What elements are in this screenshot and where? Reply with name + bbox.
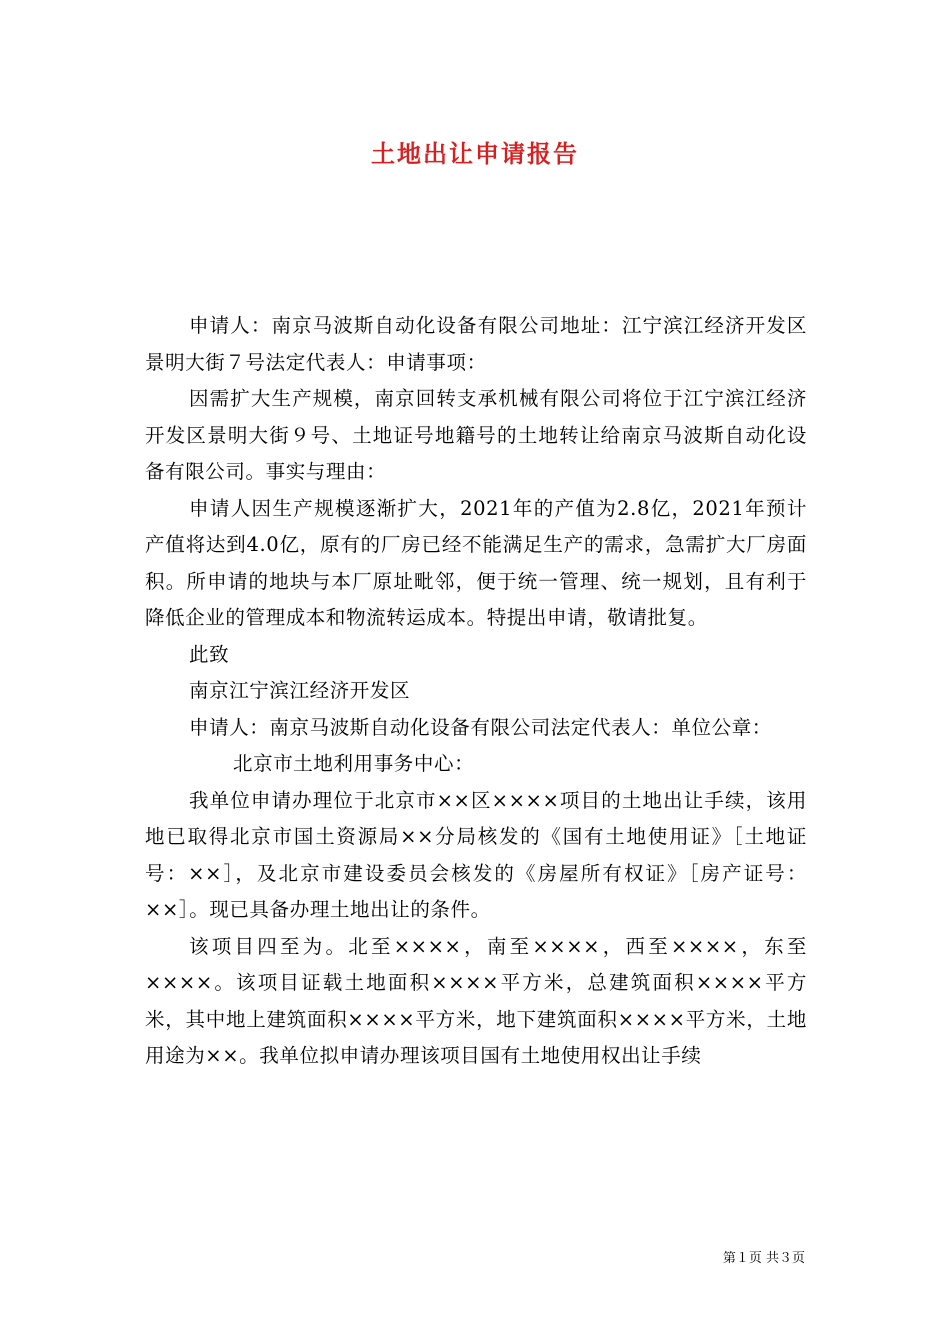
paragraph-signature: 申请人：南京马波斯自动化设备有限公司法定代表人：单位公章：	[189, 715, 772, 739]
paragraph-request: 我单位申请办理位于北京市××区××××项目的土地出让手续，该用地已取得北京市国土资源局××分局核发的《国有土地使用证》［土地证号：××］，及北京市建设委员会核发的《房屋所有权证》［房产证号：××］。现已具备办理土地出让的条件。	[145, 788, 807, 921]
paragraph-addressee: 北京市土地利用事务中心：	[233, 752, 475, 775]
paragraph-reasons: 申请人因生产规模逐渐扩大，2021年的产值为2.8亿，2021年预计产值将达到4.0亿，原有的厂房已经不能满足生产的需求，急需扩大厂房面积。所申请的地块与本厂原址毗邻，便于统一管理、统一规划，且有利于降低企业的管理成本和物流转运成本。特提出申请，敬请批复。	[145, 496, 807, 629]
document-title: 土地出让申请报告	[371, 139, 579, 168]
paragraph-salutation: 此致	[189, 642, 230, 666]
paragraph-applicant-info: 申请人：南京马波斯自动化设备有限公司地址：江宁滨江经济开发区景明大街７号法定代表人：申请事项：	[145, 314, 807, 374]
page-indicator: 第１页 共３页	[722, 1251, 805, 1266]
paragraph-recipient: 南京江宁滨江经济开发区	[189, 679, 411, 702]
document-body	[145, 308, 807, 1075]
paragraph-application-matter: 因需扩大生产规模，南京回转支承机械有限公司将位于江宁滨江经济开发区景明大街９号、土地证号地籍号的土地转让给南京马波斯自动化设备有限公司。事实与理由：	[145, 387, 807, 483]
paragraph-project-details: 该项目四至为。北至××××，南至××××，西至××××，东至××××。该项目证载土地面积××××平方米，总建筑面积××××平方米，其中地上建筑面积××××平方米，地下建筑面积××××平方米，土地用途为××。我单位拟申请办理该项目国有土地使用权出让手续	[145, 934, 807, 1067]
